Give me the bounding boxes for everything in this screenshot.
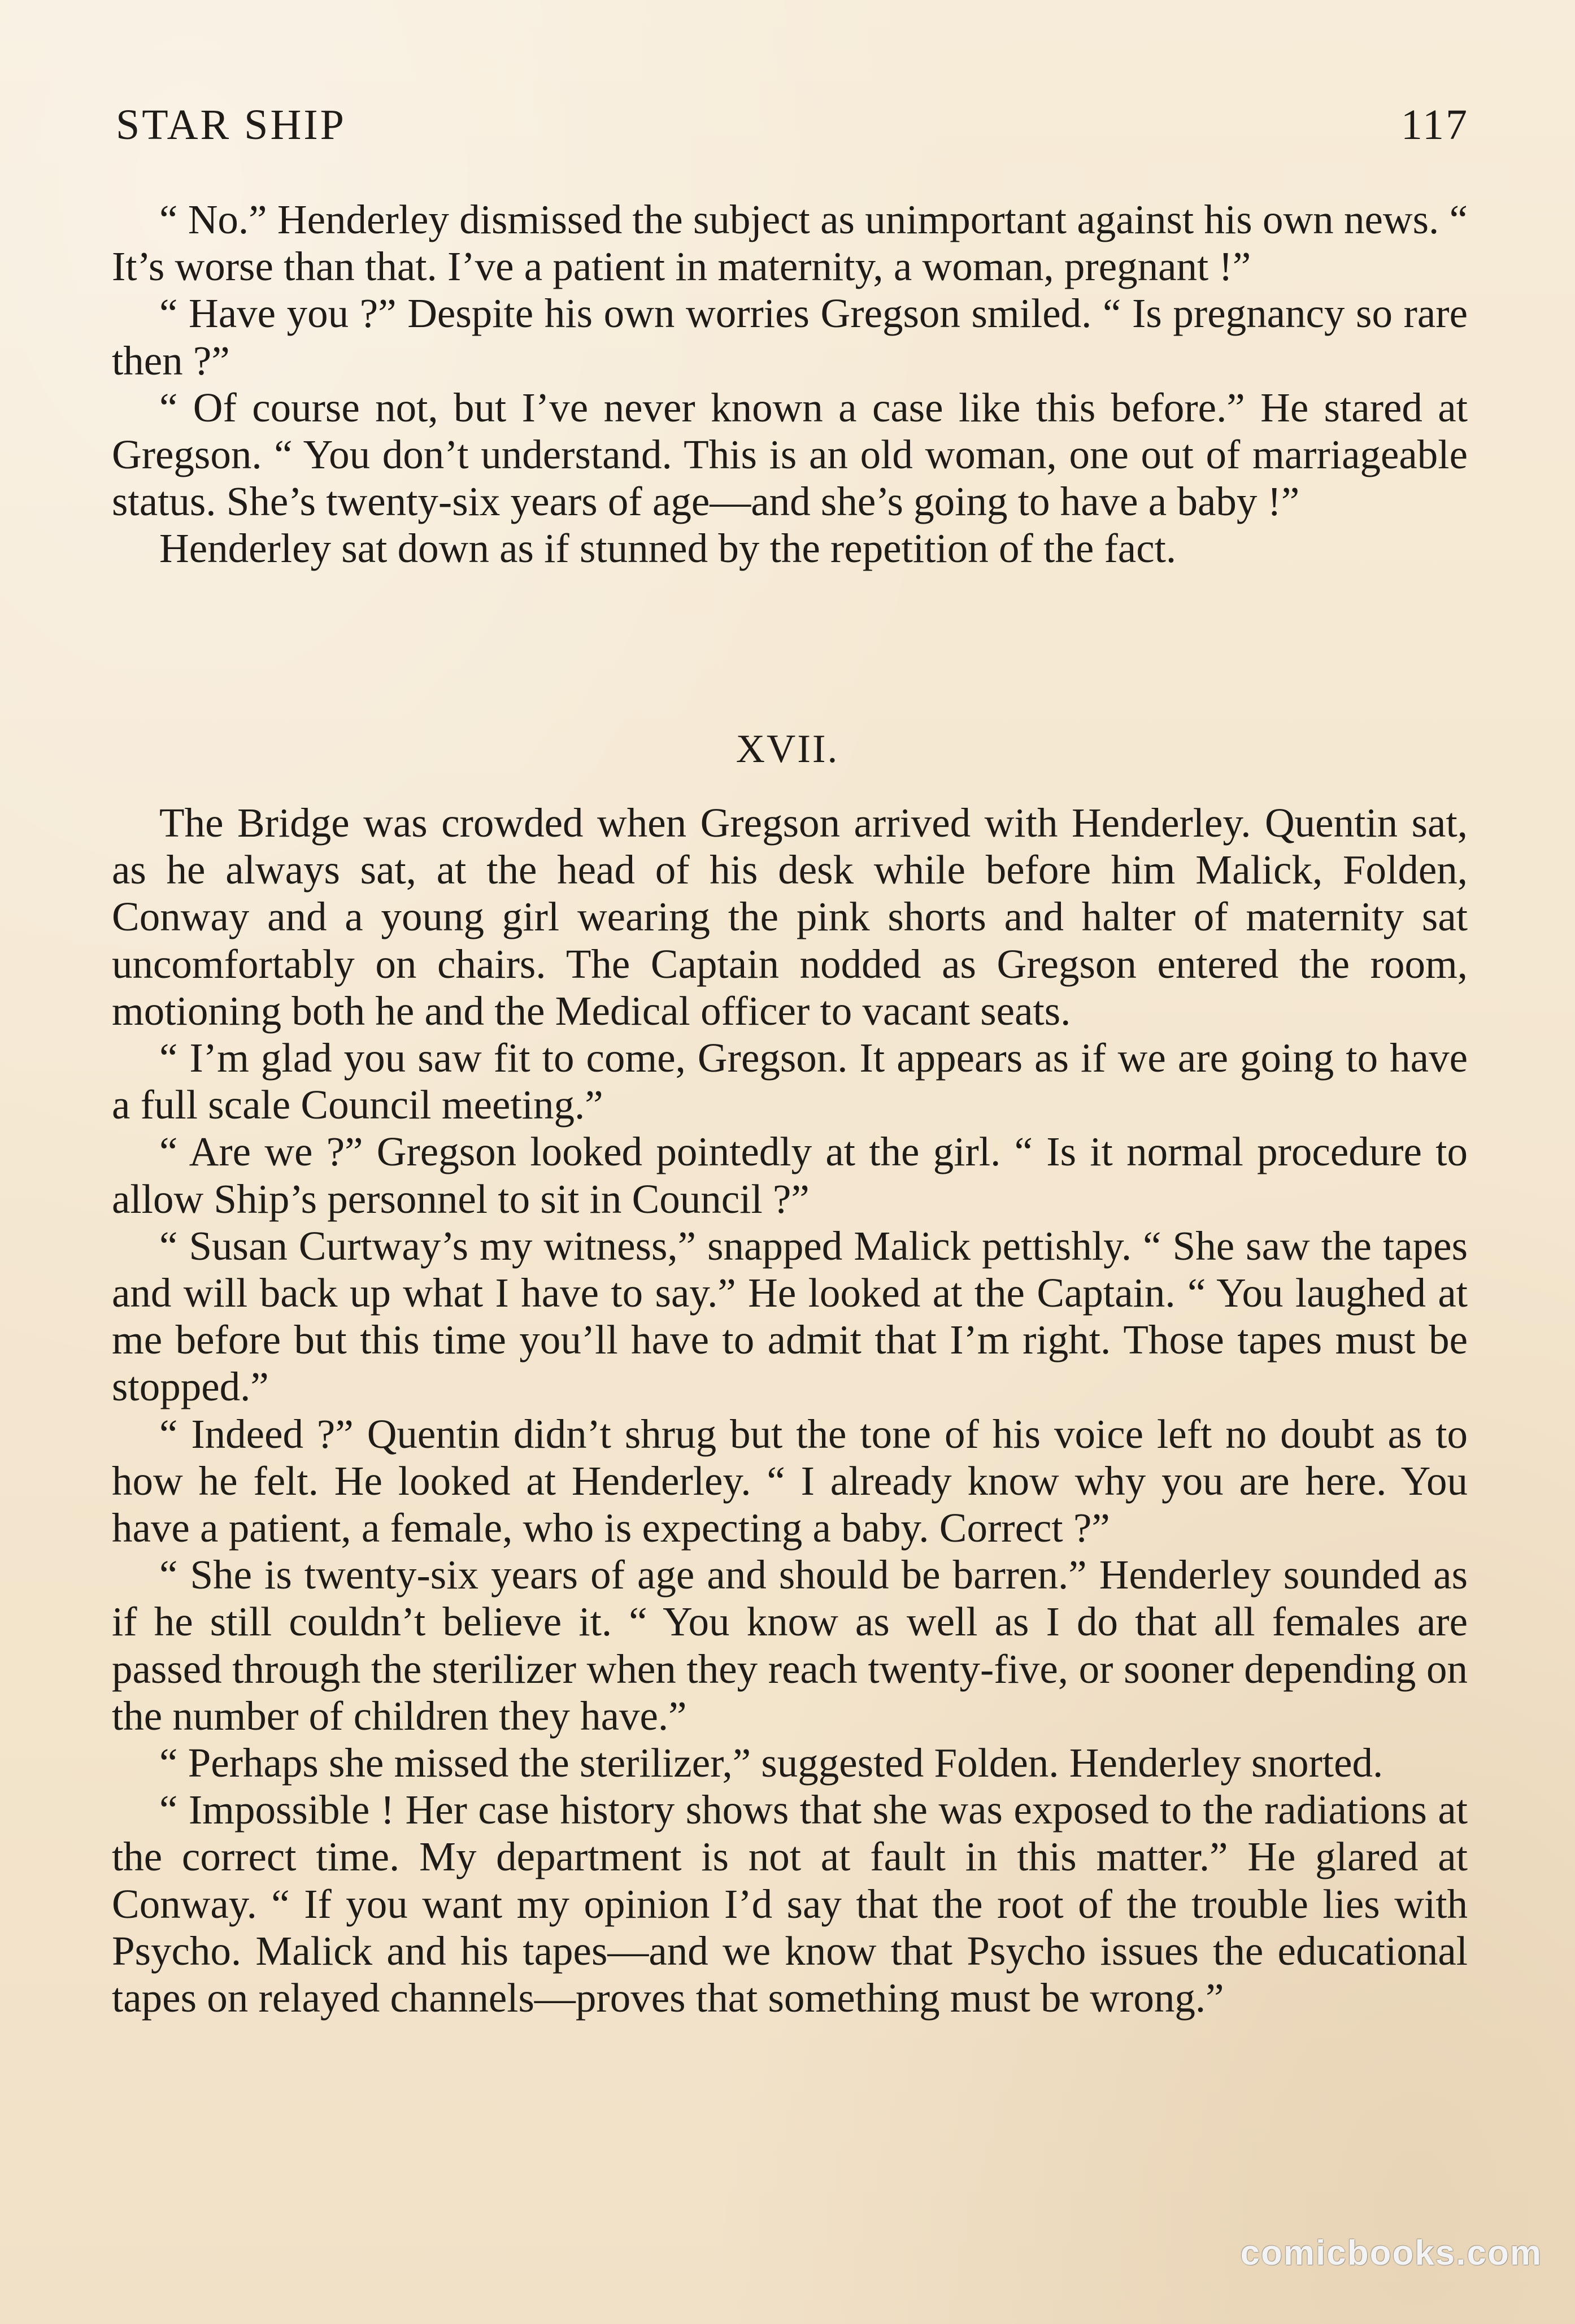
paragraph: “ I’m glad you saw fit to come, Gregson. It appears as if we are going to have a full scale Council meeting.”: [112, 1035, 1468, 1128]
page-number: 117: [1400, 101, 1469, 149]
running-title: STAR SHIP: [116, 101, 346, 149]
paragraph: “ Impossible ! Her case history shows that she was exposed to the radiations at the correct time. My department is not at fault in this matter.” He glared at Conway. “ If you want my opinion I’d say that the root of the trouble lies with Psycho. Malick and his tapes—and we know that Psycho issues the educational tapes on relayed channels—proves that something must be wrong.”: [112, 1787, 1468, 2021]
paragraph: “ Indeed ?” Quentin didn’t shrug but the tone of his voice left no doubt as to how he felt. He looked at Henderley. “ I already know why you are here. You have a patient, a female, who is expecting a baby. Correct ?”: [112, 1411, 1468, 1551]
paragraph: The Bridge was crowded when Gregson arrived with Henderley. Quentin sat, as he always sat, at the head of his desk while before him Malick, Folden, Conway and a young girl wearing the pink shorts and halter of maternity sat uncomfortably on chairs. The Captain nodded as Gregson entered the room, motioning both he and the Medical officer to vacant seats.: [112, 800, 1468, 1034]
paragraph: “ Are we ?” Gregson looked pointedly at the girl. “ Is it normal procedure to allow Ship’s personnel to sit in Council ?”: [112, 1129, 1468, 1222]
watermark: comicbooks.com: [1240, 2234, 1542, 2273]
paragraph: Henderley sat down as if stunned by the repetition of the fact.: [159, 525, 1177, 572]
paragraph: “ No.” Henderley dismissed the subject as unimportant against his own news. “ It’s worse than that. I’ve a patient in maternity, a woman, pregnant !”: [112, 197, 1468, 290]
paragraph: “ She is twenty-six years of age and should be barren.” Henderley sounded as if he still couldn’t believe it. “ You know as well as I do that all females are passed through the sterilizer when they reach twenty-five, or sooner depending on the number of children they have.”: [112, 1552, 1468, 1739]
paragraph: “ Susan Curtway’s my witness,” snapped Malick pettishly. “ She saw the tapes and will back up what I have to say.” He looked at the Captain. “ You laughed at me before but this time you’ll have to admit that I’m right. Those tapes must be stopped.”: [112, 1222, 1468, 1410]
paragraph: “ Perhaps she missed the sterilizer,” suggested Folden. Henderley snorted.: [159, 1740, 1383, 1786]
paragraph: “ Have you ?” Despite his own worries Gregson smiled. “ Is pregnancy so rare then ?”: [112, 290, 1468, 384]
chapter-heading: XVII.: [736, 727, 839, 771]
text-block-top: [112, 196, 1468, 572]
text-block-bottom: [112, 799, 1468, 2021]
running-head: [116, 101, 1469, 151]
paragraph: “ Of course not, but I’ve never known a case like this before.” He stared at Gregson. “ You don’t understand. This is an old woman, one out of marriageable status. She’s twenty-six years of age—and she’s going to have a baby !”: [112, 384, 1468, 525]
